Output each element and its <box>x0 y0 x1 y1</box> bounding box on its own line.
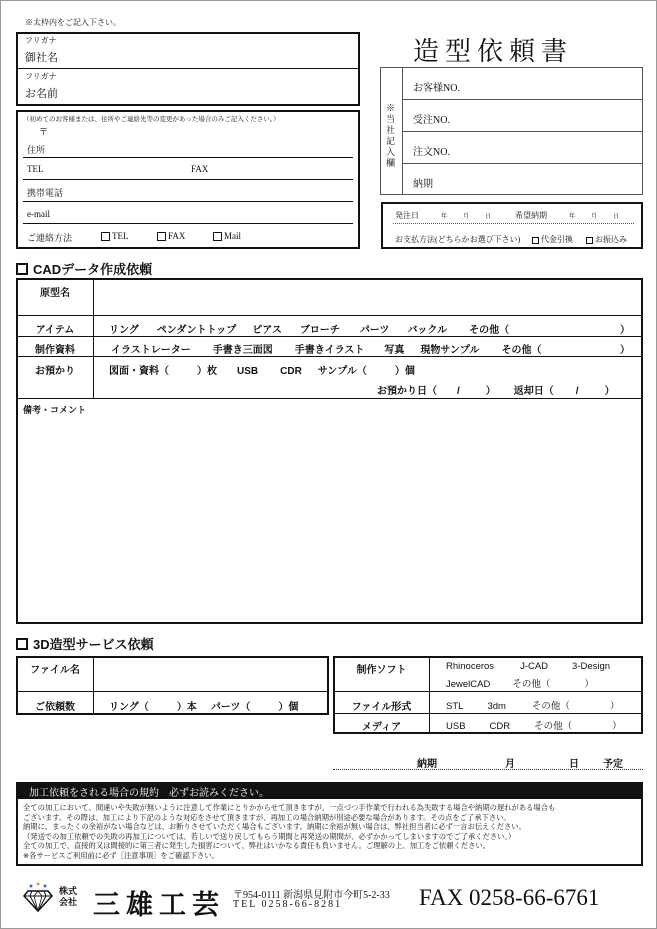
divider <box>334 691 642 692</box>
file-format-label: ファイル形式 <box>351 702 412 713</box>
item-ring[interactable]: リング <box>109 325 139 336</box>
material-sample[interactable]: 現物サンプル <box>420 345 480 356</box>
mobile-field[interactable]: 携帯電話 <box>27 188 64 198</box>
material-other[interactable]: その他（ <box>501 345 542 356</box>
deposit-row-2: お預かり日（ / ） 返却日（ / ） <box>377 386 615 397</box>
divider <box>93 657 94 714</box>
order-date-field[interactable]: 発注日 年 月 日 <box>395 211 492 220</box>
software-jewelcad[interactable]: JewelCAD <box>446 679 491 690</box>
item-pendant[interactable]: ペンダントトップ <box>156 325 237 336</box>
deposit-usb[interactable]: USB <box>237 366 259 377</box>
item-label: アイテム <box>35 325 75 336</box>
software-label: 制作ソフト <box>356 665 407 676</box>
software-3design[interactable]: 3-Design <box>572 661 611 672</box>
item-buckle[interactable]: バックル <box>407 325 448 336</box>
furigana-label: フリガナ <box>25 72 57 81</box>
deposit-label: お預かり <box>35 366 75 377</box>
company-tel: TEL 0258-66-8281 <box>233 899 343 910</box>
company-logo-text: 三雄工芸 <box>93 890 225 920</box>
return-date[interactable]: 返却日（ <box>513 386 554 397</box>
due-date-field[interactable]: 納期 <box>413 179 433 190</box>
order-received-no-field[interactable]: 受注NO. <box>413 115 450 126</box>
paren-close: ） <box>620 345 630 356</box>
material-3view[interactable]: 手書き三面図 <box>212 345 273 356</box>
software-row-1 <box>446 661 610 672</box>
delivery-underline <box>333 769 643 770</box>
divider <box>17 68 359 69</box>
transfer-checkbox[interactable]: お振込み <box>586 234 627 245</box>
deposit-row-1: 図面・資料（ ）枚 USB CDR サンプル（ ）個 <box>109 366 415 377</box>
fill-note: ※太枠内をご記入下さい。 <box>25 18 121 27</box>
request-count-label: ご依頼数 <box>35 702 75 713</box>
3d-checkbox[interactable] <box>16 638 28 650</box>
payment-label: お支払方法(どちらかお選び下さい) <box>395 235 521 244</box>
item-row <box>109 321 509 336</box>
email-field[interactable]: e-mail <box>27 209 50 219</box>
file-name-field[interactable] <box>95 659 325 689</box>
terms-heading: 加工依頼をされる場合の規約 必ずお読みください。 <box>29 788 269 799</box>
deposit-drawings[interactable]: 図面・資料（ <box>109 366 169 377</box>
format-3dm[interactable]: 3dm <box>487 701 506 712</box>
divider <box>17 315 642 316</box>
media-other[interactable]: その他（ <box>534 721 573 732</box>
contact-tel-checkbox[interactable]: TEL <box>101 231 129 241</box>
media-usb[interactable]: USB <box>446 721 466 732</box>
order-no-field[interactable]: 注文NO. <box>413 147 450 158</box>
divider <box>402 99 643 100</box>
divider <box>93 279 94 399</box>
customer-name-field[interactable]: お名前 <box>25 88 58 100</box>
deposit-cdr[interactable]: CDR <box>280 366 302 377</box>
original-name-field[interactable] <box>95 281 640 313</box>
divider <box>23 157 353 158</box>
cad-section-heading[interactable]: CADデータ作成依頼 <box>16 259 152 278</box>
divider <box>17 336 642 337</box>
format-other[interactable]: その他（ <box>531 701 570 712</box>
count-parts[interactable]: パーツ（ <box>210 702 251 713</box>
deposit-date[interactable]: お預かり日（ <box>377 386 437 397</box>
form-title: 造型依頼書 <box>413 37 574 66</box>
material-label: 制作資料 <box>35 345 75 356</box>
postal-mark: 〒 <box>39 127 49 137</box>
file-name-label: ファイル名 <box>30 665 80 676</box>
fax-field[interactable]: FAX <box>191 164 209 174</box>
material-illustrator[interactable]: イラストレーター <box>111 345 191 356</box>
terms-text: 全ての加工において、間違いや失敗が無いように注意して作業にとりかからせて頂きますが、一点づつ手作業で行われる為失敗する場合や納期の遅れがある場合も ございます。その際は、加工により下記のような対応をさせて頂きますが、再加工の場合納期が別途必要な場合があります。その点をご了承下さい。 納期に、まったくの余裕がない場合などは、お断りさせていただく場合もございます。納期に余裕が無い場合は、弊社担当者に必ず一言お伝えください。 （発送での加工依頼での失敗の再加工については、若しいで送り戻してもらう期間と再発送の期間が、必ずかかってしまいますのでご了承ください。） 全ての加工で、直接的又は間接的に第三者に発生した損害について、弊社はいかなる責任も負いません。ご理解の上、加工をご依頼ください。 ※各サービスご利用前に必ず［注意事項］をご確認下さい。 <box>23 803 556 860</box>
material-row <box>111 341 542 356</box>
software-row-2: JewelCAD その他（ ） <box>446 679 594 690</box>
company-name-box <box>16 32 360 106</box>
software-rhinoceros[interactable]: Rhinoceros <box>446 661 495 672</box>
address-field[interactable]: 住所 <box>27 145 46 155</box>
divider <box>17 356 642 357</box>
material-photo[interactable]: 写真 <box>384 345 405 356</box>
divider <box>17 691 328 692</box>
media-label: メディア <box>361 722 402 733</box>
software-other[interactable]: その他（ <box>512 679 551 690</box>
company-address: 〒954-0111 新潟県見附市今町5-2-33 <box>233 890 390 901</box>
item-brooch[interactable]: ブローチ <box>299 325 340 336</box>
divider <box>23 223 353 224</box>
address-note: （初めてのお客様または、住所やご連絡先等の変更があった場合のみご記入ください。） <box>23 116 280 123</box>
software-jcad[interactable]: J-CAD <box>520 661 549 672</box>
divider <box>402 163 643 164</box>
diamond-logo-icon <box>23 881 53 913</box>
material-sketch[interactable]: 手書きイラスト <box>294 345 365 356</box>
remarks-field[interactable] <box>19 415 639 620</box>
furigana-label: フリガナ <box>25 36 57 45</box>
divider <box>23 179 353 180</box>
contact-fax-checkbox[interactable]: FAX <box>157 231 185 241</box>
item-parts[interactable]: パーツ <box>359 325 390 336</box>
media-cdr[interactable]: CDR <box>489 721 511 732</box>
divider <box>402 131 643 132</box>
3d-section-heading[interactable]: 3D造型サービス依頼 <box>16 634 154 653</box>
paren-close: ） <box>620 325 630 336</box>
office-use-label: ※当社記入欄 <box>386 103 396 168</box>
remarks-label: 備考・コメント <box>23 405 87 415</box>
contact-method-label: ご連絡方法 <box>27 233 73 243</box>
tel-field[interactable]: TEL <box>27 164 44 174</box>
cod-checkbox[interactable]: 代金引換 <box>532 234 573 245</box>
request-count-row: リング（ ）本 パーツ（ ）個 <box>109 702 299 713</box>
file-format-row: STL 3dm その他（ ） <box>446 701 620 712</box>
kabushiki-kaisha: 株式 会社 <box>59 886 78 907</box>
divider <box>334 713 642 714</box>
company-name-field[interactable]: 御社名 <box>25 52 58 64</box>
original-name-label: 原型名 <box>40 288 70 299</box>
divider <box>17 398 642 399</box>
divider <box>429 657 430 733</box>
company-fax: FAX 0258-66-6761 <box>419 885 600 910</box>
desired-date-field[interactable]: 希望納期 年 月 日 <box>515 211 620 220</box>
item-pierce[interactable]: ピアス <box>252 325 282 336</box>
count-ring[interactable]: リング（ <box>109 702 149 713</box>
cad-checkbox[interactable] <box>16 263 28 275</box>
contact-mail-checkbox[interactable]: Mail <box>213 231 241 241</box>
format-stl[interactable]: STL <box>446 701 464 712</box>
customer-no-field[interactable]: お客様NO. <box>413 83 460 94</box>
divider <box>393 223 634 224</box>
delivery-row[interactable]: 納期 月 日 予定 <box>417 759 623 770</box>
media-row: USB CDR その他（ ） <box>446 721 622 732</box>
item-other[interactable]: その他（ <box>469 325 510 336</box>
deposit-sample[interactable]: サンプル（ <box>317 366 367 377</box>
divider <box>23 201 353 202</box>
